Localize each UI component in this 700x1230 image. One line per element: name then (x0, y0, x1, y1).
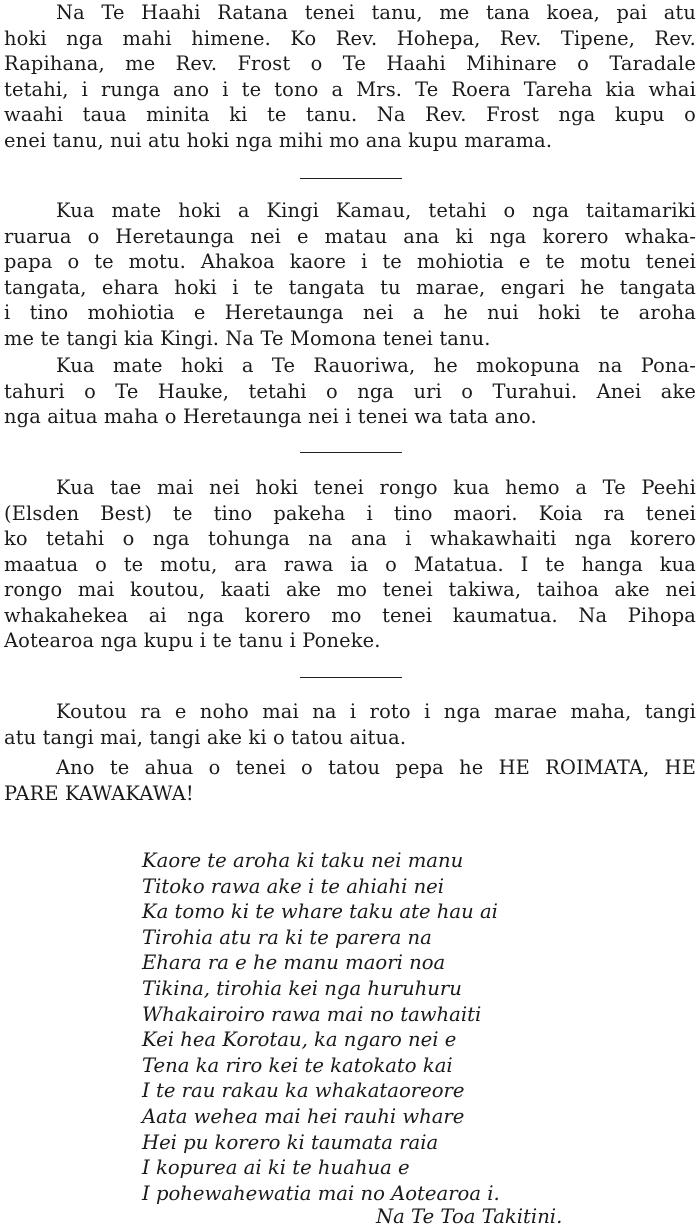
poem-line: Tikina, tirohia kei nga huruhuru (142, 976, 462, 1000)
poem-line: I kopurea ai ki te huahua e (142, 1156, 410, 1180)
paragraph-line: whakahekea ai nga korero mo tenei kaumatua. Na Pihopa (4, 603, 696, 627)
paragraph-line: Kua tae mai nei hoki tenei rongo kua hemo a Te Peehi (56, 476, 696, 499)
paragraph-line: PARE KAWAKAWA! (4, 781, 194, 805)
paragraph-line: ko tetahi o nga tohunga na ana i whakawhaiti nga korero (4, 527, 696, 550)
paragraph-line: tahuri o Te Hauke, tetahi o nga uri o Turahui. Anei ake (4, 379, 696, 403)
paragraph-line: maatua o te motu, ara rawa ia o Matatua. I te hanga kua (4, 552, 696, 576)
poem-line: Titoko rawa ake i te ahiahi nei (142, 874, 445, 898)
paragraph-elsden-best (4, 475, 696, 654)
poem-signature: Na Te Toa Takitini. (376, 1205, 563, 1228)
poem-line: Kaore te aroha ki taku nei manu (142, 849, 464, 872)
waiata-poem (142, 848, 500, 1206)
poem-line: Hei pu korero ki taumata raia (142, 1130, 439, 1154)
paragraph-line: enei tanu, nui atu hoki nga mihi mo ana kupu marama. (4, 128, 553, 152)
paragraph-kingi-kamau (4, 198, 696, 351)
paragraph-line: ruarua o Heretaunga nei e matau ana ki nga korero whaka- (4, 224, 696, 248)
paragraph-te-rauoriwa (4, 353, 696, 430)
paragraph-line: atu tangi mai, tangi ake ki o tatou aitua. (4, 725, 407, 749)
paragraph-line: Na Te Haahi Ratana tenei tanu, me tana koea, pai atu (56, 1, 696, 24)
paragraph-line: hoki nga mahi himene. Ko Rev. Hohepa, Rev. Tipene, Rev. (4, 26, 696, 50)
paragraph-line: Koutou ra e noho mai na i roto i nga marae maha, tangi (56, 700, 696, 723)
paragraph-koutou-ra (4, 699, 696, 750)
poem-line: Kei hea Korotau, ka ngaro nei e (142, 1028, 457, 1052)
paragraph-line: i tino mohiotia e Heretaunga nei a he nui hoki te aroha (4, 301, 696, 324)
paragraph-line: papa o te motu. Ahakoa kaore i te mohiotia e te motu tenei (4, 250, 696, 273)
paragraph-line: tangata, ehara hoki i te tangata tu marae, engari he tangata (4, 275, 696, 299)
section-divider (300, 452, 402, 453)
paragraph-line: (Elsden Best) te tino pakeha i tino maori. Koia ra tenei (4, 501, 696, 525)
paragraph-line: Rapihana, me Rev. Frost o Te Haahi Mihinare o Taradale (4, 52, 696, 75)
paragraph-line: me te tangi kia Kingi. Na Te Momona tenei tanu. (4, 326, 491, 350)
poem-line: I te rau rakau ka whakataoreore (142, 1079, 465, 1103)
poem-line: Tirohia atu ra ki te parera na (142, 925, 432, 949)
paragraph-ratana-burial (4, 0, 696, 153)
paragraph-line: Kua mate hoki a Te Rauoriwa, he mokopuna na Pona- (56, 354, 696, 377)
section-divider (300, 677, 402, 678)
paragraph-line: rongo mai koutou, kaati ake mo tenei takiwa, taihoa ake nei (4, 578, 696, 601)
paragraph-line: Ano te ahua o tenei o tatou pepa he HE ROIMATA, HE (56, 756, 696, 779)
paragraph-ano-te-ahua (4, 755, 696, 806)
poem-line: I pohewahewatia mai no Aotearoa i. (142, 1181, 500, 1205)
poem-line: Tena ka riro kei te katokato kai (142, 1053, 453, 1077)
paragraph-line: nga aitua maha o Heretaunga nei i tenei wa tata ano. (4, 405, 537, 428)
poem-line: Aata wehea mai hei rauhi whare (142, 1104, 465, 1128)
paragraph-line: Kua mate hoki a Kingi Kamau, tetahi o nga taitamariki (56, 199, 696, 222)
poem-line: Ehara ra e he manu maori noa (142, 951, 446, 975)
poem-line: Ka tomo ki te whare taku ate hau ai (142, 900, 498, 924)
paragraph-line: Aotearoa nga kupu i te tanu i Poneke. (4, 629, 381, 652)
paragraph-line: tetahi, i runga ano i te tono a Mrs. Te Roera Tareha kia whai (4, 77, 696, 101)
paragraph-line: waahi taua minita ki te tanu. Na Rev. Frost nga kupu o (4, 103, 696, 126)
poem-line: Whakairoiro rawa mai no tawhaiti (142, 1002, 482, 1026)
section-divider (300, 178, 402, 179)
